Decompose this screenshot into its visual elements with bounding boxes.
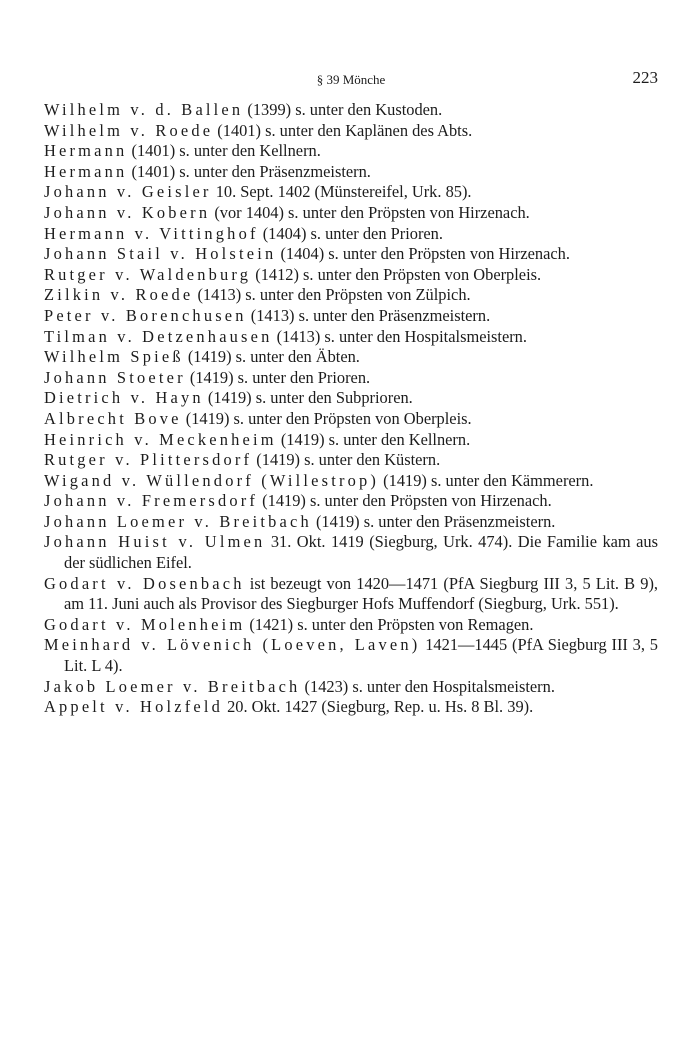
list-item [44,162,658,183]
entry-name: Zilkin v. Roede [44,285,194,305]
entry-name: Johann v. Geisler [44,182,212,202]
list-item [44,347,658,368]
page-header [44,68,658,92]
entry-text: (1413) s. unter den Pröpsten von Zülpich. [193,285,471,305]
entry-name: Wilhelm Spieß [44,347,184,367]
entry-name: Wigand v. Wüllendorf (Willestrop) [44,470,380,490]
entry-text: (1419) s. unter den Äbten. [183,347,360,367]
list-item [44,491,658,512]
entry-text: (vor 1404) s. unter den Pröpsten von Hirzenach. [210,202,530,222]
entry-name: Johann Huist v. Ulmen [44,532,266,552]
list-item [44,368,658,389]
entry-text: 1421—1445 (PfA Siegburg III 3, 5 Lit. L 4). [64,635,658,676]
entry-name: Dietrich v. Hayn [44,388,204,408]
list-item [44,532,658,573]
entry-name: Johann Loemer v. Breitbach [44,511,312,531]
list-item [44,512,658,533]
entry-text: (1419) s. unter den Präsenzmeistern. [311,511,556,531]
entry-text: (1419) s. unter den Prioren. [185,367,371,387]
entry-name: Rutger v. Plittersdorf [44,450,253,470]
list-item [44,182,658,203]
list-item [44,265,658,286]
list-item [44,203,658,224]
list-item [44,574,658,615]
entry-text: (1419) s. unter den Küstern. [252,450,441,470]
entry-text: (1401) s. unter den Kellnern. [127,141,321,161]
entry-text: (1421) s. unter den Pröpsten von Remagen. [245,614,534,634]
list-item [44,285,658,306]
entry-text: (1399) s. unter den Kustoden. [243,100,443,119]
list-item [44,306,658,327]
entry-text: (1413) s. unter den Hospitalsmeistern. [272,326,527,346]
entry-name: Albrecht Bove [44,408,182,428]
entry-name: Meinhard v. Lövenich (Loeven, Laven) [44,635,421,655]
list-item [44,450,658,471]
entry-text: (1419) s. unter den Subprioren. [203,388,413,408]
entry-name: Wilhelm v. d. Ballen [44,100,244,119]
entry-text: (1419) s. unter den Kellnern. [276,429,471,449]
entry-text: ist bezeugt von 1420—1471 (PfA Siegburg III 3, 5 Lit. B 9), am 11. Juni auch als Provisor des Siegburger Hofs Muffendorf (Siegburg, Urk. 551). [64,573,658,614]
entry-name: Heinrich v. Meckenheim [44,429,277,449]
list-item [44,409,658,430]
entry-name: Appelt v. Holzfeld [44,697,223,717]
entry-text: (1401) s. unter den Präsenzmeistern. [127,161,371,181]
entry-name: Wilhelm v. Roede [44,120,214,140]
entry-text: (1419) s. unter den Pröpsten von Hirzenach. [258,491,552,511]
entry-text: (1423) s. unter den Hospitalsmeistern. [300,676,555,696]
entry-text: (1419) s. unter den Kämmerern. [379,470,594,490]
entry-text: (1401) s. unter den Kaplänen des Abts. [213,120,473,140]
entry-text: 10. Sept. 1402 (Münstereifel, Urk. 85). [211,182,472,202]
entry-name: Johann Stail v. Holstein [44,244,277,264]
list-item [44,471,658,492]
list-item [44,697,658,718]
list-item [44,141,658,162]
list-item [44,100,658,121]
running-head: § 39 Mönche [316,72,386,87]
entry-name: Jakob Loemer v. Breitbach [44,676,301,696]
entry-name: Johann Stoeter [44,367,186,387]
list-item [44,615,658,636]
entry-name: Godart v. Dosenbach [44,573,245,593]
list-item [44,121,658,142]
entry-name: Rutger v. Waldenburg [44,264,252,284]
list-item [44,388,658,409]
page-number: 223 [632,68,658,87]
entry-name: Hermann v. Vittinghof [44,223,259,243]
entry-name: Johann v. Kobern [44,202,211,222]
list-item [44,327,658,348]
entry-text: (1413) s. unter den Präsenzmeistern. [246,305,491,325]
entry-text: 31. Okt. 1419 (Siegburg, Urk. 474). Die Familie kam aus der südlichen Eifel. [64,532,658,573]
entry-name: Peter v. Borenchusen [44,305,247,325]
entry-list [44,100,658,718]
entry-text: (1419) s. unter den Pröpsten von Oberpleis. [181,408,472,428]
entry-text: (1404) s. unter den Prioren. [258,223,443,243]
entry-name: Tilman v. Detzenhausen [44,326,273,346]
entry-name: Johann v. Fremersdorf [44,491,259,511]
entry-text: (1412) s. unter den Pröpsten von Oberpleis. [251,264,542,284]
entry-text: (1404) s. unter den Pröpsten von Hirzenach. [276,244,570,264]
entry-name: Godart v. Molenheim [44,614,246,634]
list-item [44,677,658,698]
list-item [44,430,658,451]
entry-name: Hermann [44,161,128,181]
entry-text: 20. Okt. 1427 (Siegburg, Rep. u. Hs. 8 Bl. 39). [222,697,534,717]
list-item [44,635,658,676]
list-item [44,224,658,245]
entry-name: Hermann [44,141,128,161]
list-item [44,244,658,265]
